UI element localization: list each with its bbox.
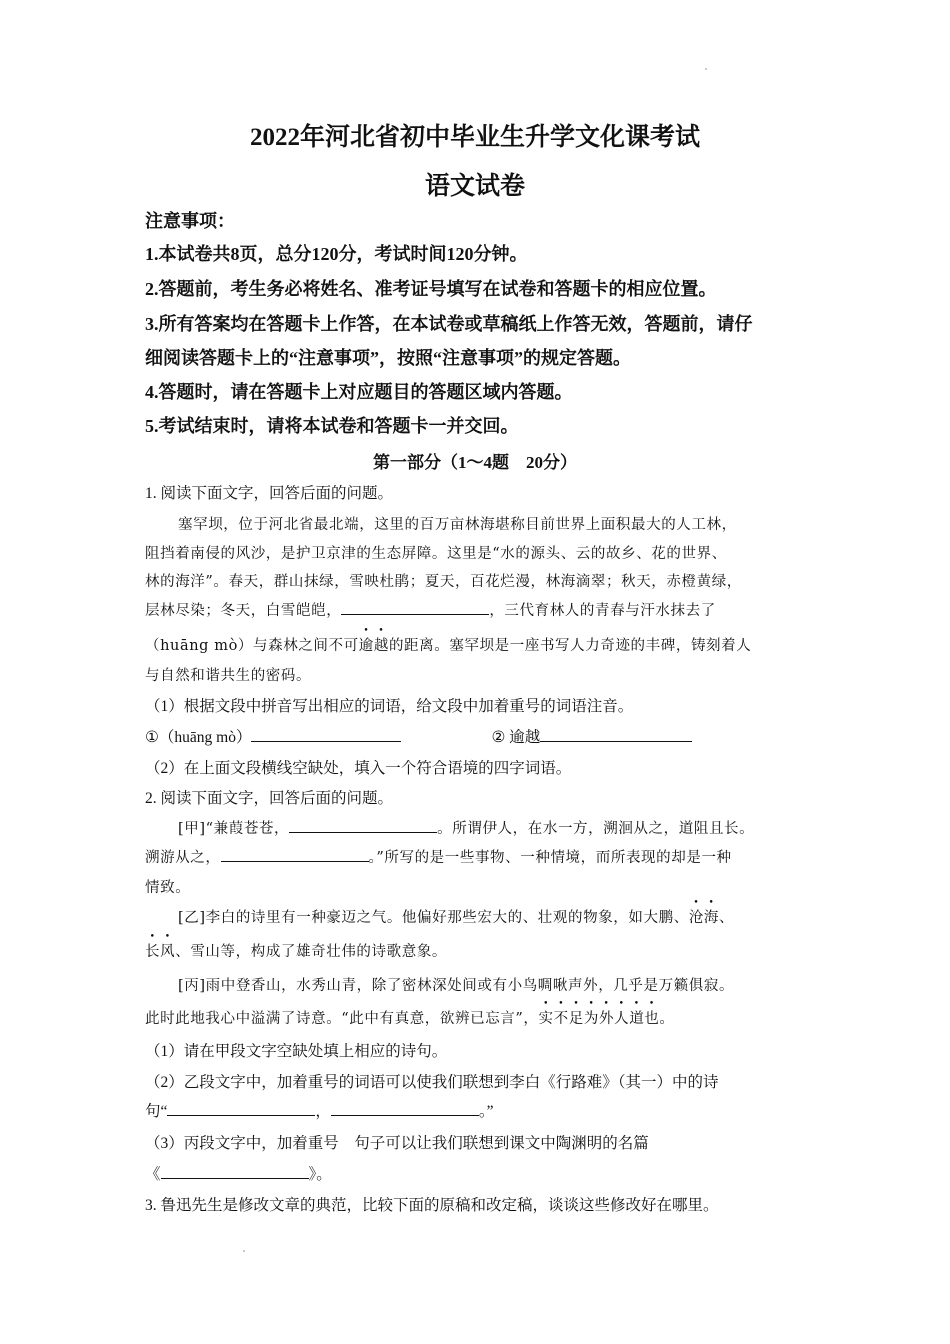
q1-sub-question-1-answers	[145, 725, 692, 747]
q2-yi-line-2	[145, 940, 447, 961]
q2-jia-line-3: 情致。	[145, 880, 191, 896]
emphasis-char: 人	[614, 1011, 630, 1027]
emphasis-char: 海	[703, 910, 720, 926]
q2-sub-question-1: （1）请在甲段文字空缺处填上相应的诗句。	[145, 1043, 448, 1060]
q2-sub2-blank-1[interactable]	[167, 1101, 315, 1116]
q2-yi-line-1	[178, 906, 734, 927]
q2-sub3-close: 》。	[308, 1166, 332, 1183]
notice-item-3: 3.所有答案均在答题卡上作答，在本试卷或草稿纸上作答无效，答题前，请仔	[145, 314, 753, 334]
emphasis-char: 为	[583, 1011, 599, 1027]
notice-heading: 注意事项：	[145, 211, 235, 231]
q2-jia-line-1	[178, 817, 754, 838]
q1-line5-text-a: （huāng mò）与森林之间不可	[145, 638, 359, 654]
q2-sub3-open: 《	[145, 1166, 161, 1183]
q1-answer-a-blank[interactable]	[251, 727, 401, 742]
q1-passage-line-1: 塞罕坝，位于河北省最北端，这里的百万亩林海堪称目前世界上面积最大的人工林，	[178, 517, 737, 533]
q1-prompt: 1. 阅读下面文字，回答后面的问题。	[145, 485, 394, 502]
q3-prompt: 3. 鲁迅先生是修改文章的典范，比较下面的原稿和改定稿，谈谈这些修改好在哪里。	[145, 1197, 719, 1214]
q2-bing2-text-a: 此时此地我心中溢满了诗意。“此中有真意，欲辨已忘言”，	[145, 1011, 539, 1027]
emphasis-char: 道	[629, 1011, 645, 1027]
q2-sub2-open: 句“	[145, 1103, 168, 1120]
emphasis-char: 长	[145, 944, 161, 960]
q2-jia2-text-b: 。”所写的是一些事物、一种情境，而所表现的却是一种	[368, 850, 732, 866]
part-one-heading: 第一部分（1～4题 20分）	[373, 453, 577, 472]
q2-sub2-close: 。”	[478, 1103, 494, 1120]
q2-bing2-text-b: 。	[659, 1011, 675, 1027]
q2-jia2-text-a: 溯游从之，	[145, 850, 221, 866]
q1-sub-question-2: （2）在上面文段横线空缺处，填入一个符合语境的四字词语。	[145, 760, 572, 777]
q2-sub2-comma: ，	[315, 1103, 331, 1120]
q1-line4-text-b: ，三代育林人的青春与汗水抹去了	[489, 603, 716, 619]
q1-passage-line-5	[145, 634, 751, 655]
q2-jia-text-a: [甲]“兼葭苍苍，	[178, 821, 290, 837]
emphasis-char: 沧	[688, 910, 704, 926]
q2-bing-line-2	[145, 1007, 675, 1028]
q2-jia-blank-1[interactable]	[289, 818, 437, 833]
q2-sub-question-2-answer	[145, 1099, 494, 1121]
q1-passage-line-4	[145, 599, 716, 620]
q2-bing-line-1: [丙]雨中登香山，水秀山青，除了密林深处间或有小鸟啁啾声外，几乎是万籁俱寂。	[178, 978, 735, 994]
q1-passage-line-2: 阻挡着南侵的风沙，是护卫京津的生态屏障。这里是“水的源头、云的故乡、花的世界、	[145, 546, 727, 562]
exam-subtitle: 语文试卷	[424, 173, 525, 200]
notice-item-3-cont: 细阅读答题卡上的“注意事项”，按照“注意事项”的规定答题。	[145, 348, 631, 368]
q1-passage-line-6: 与自然和谐共生的密码。	[145, 668, 312, 684]
q2-sub-question-2: （2）乙段文字中，加着重号的词语可以使我们联想到李白《行路难》（其一）中的诗	[145, 1074, 719, 1091]
q1-answer-b-label: ② 逾越	[491, 729, 541, 746]
q1-sub-question-1: （1）根据文段中拼音写出相应的词语，给文段中加着重号的词语注音。	[145, 698, 634, 715]
emphasis-char: 越	[373, 638, 389, 654]
emphasis-char: 也	[644, 1011, 660, 1027]
q2-prompt: 2. 阅读下面文字，回答后面的问题。	[145, 790, 394, 807]
q2-sub-question-3-answer	[145, 1162, 332, 1184]
q1-answer-a-label: ①（huāng mò）	[145, 729, 252, 746]
notice-item-2: 2.答题前，考生务必将姓名、准考证号填写在试卷和答题卡的相应位置。	[145, 279, 717, 299]
q2-jia-blank-2[interactable]	[221, 847, 369, 862]
q1-line5-text-b: 的距离。塞罕坝是一座书写人力奇迹的丰碑，铸刻着人	[388, 638, 752, 654]
q2-jia-text-b: 。所谓伊人，在水一方，溯洄从之，道阻且长。	[437, 821, 755, 837]
notice-item-1: 1.本试卷共8页，总分120分，考试时间120分钟。	[145, 244, 528, 264]
q2-sub2-blank-2[interactable]	[331, 1101, 479, 1116]
q2-yi-text-a: [乙]李白的诗里有一种豪迈之气。他偏好那些宏大的、壮观的物象，如大鹏、	[178, 910, 689, 926]
q2-sub-question-3: （3）丙段文字中，加着重号 句子可以让我们联想到课文中陶渊明的名篇	[145, 1135, 649, 1152]
q1-passage-line-3: 林的海洋”。春天，群山抹绿，雪映杜鹃；夏天，百花烂漫，林海滴翠；秋天，赤橙黄绿，	[145, 574, 742, 590]
q2-yi-text-b: 、	[719, 910, 735, 926]
scan-dot-bottom	[243, 1250, 245, 1252]
emphasis-char: 外	[598, 1011, 615, 1027]
q2-jia-line-2	[145, 846, 732, 867]
q2-sub3-blank[interactable]	[161, 1164, 309, 1179]
emphasis-char: 不	[553, 1011, 569, 1027]
emphasis-char: 实	[538, 1011, 554, 1027]
notice-item-4: 4.答题时，请在答题卡上对应题目的答题区域内答题。	[145, 382, 573, 402]
q2-yi2-text: 、雪山等，构成了雄奇壮伟的诗歌意象。	[175, 944, 448, 960]
exam-title: 2022年河北省初中毕业生升学文化课考试	[249, 124, 700, 151]
q1-blank-four-char-phrase[interactable]	[341, 600, 489, 615]
q1-answer-b-blank[interactable]	[540, 727, 692, 742]
q1-line4-text-a: 层林尽染；冬天，白雪皑皑，	[145, 603, 342, 619]
emphasis-char: 风	[160, 944, 176, 960]
emphasis-char: 足	[568, 1011, 584, 1027]
scan-dot-top	[705, 68, 707, 70]
emphasis-char: 逾	[358, 638, 374, 654]
notice-item-5: 5.考试结束时，请将本试卷和答题卡一并交回。	[145, 416, 519, 436]
